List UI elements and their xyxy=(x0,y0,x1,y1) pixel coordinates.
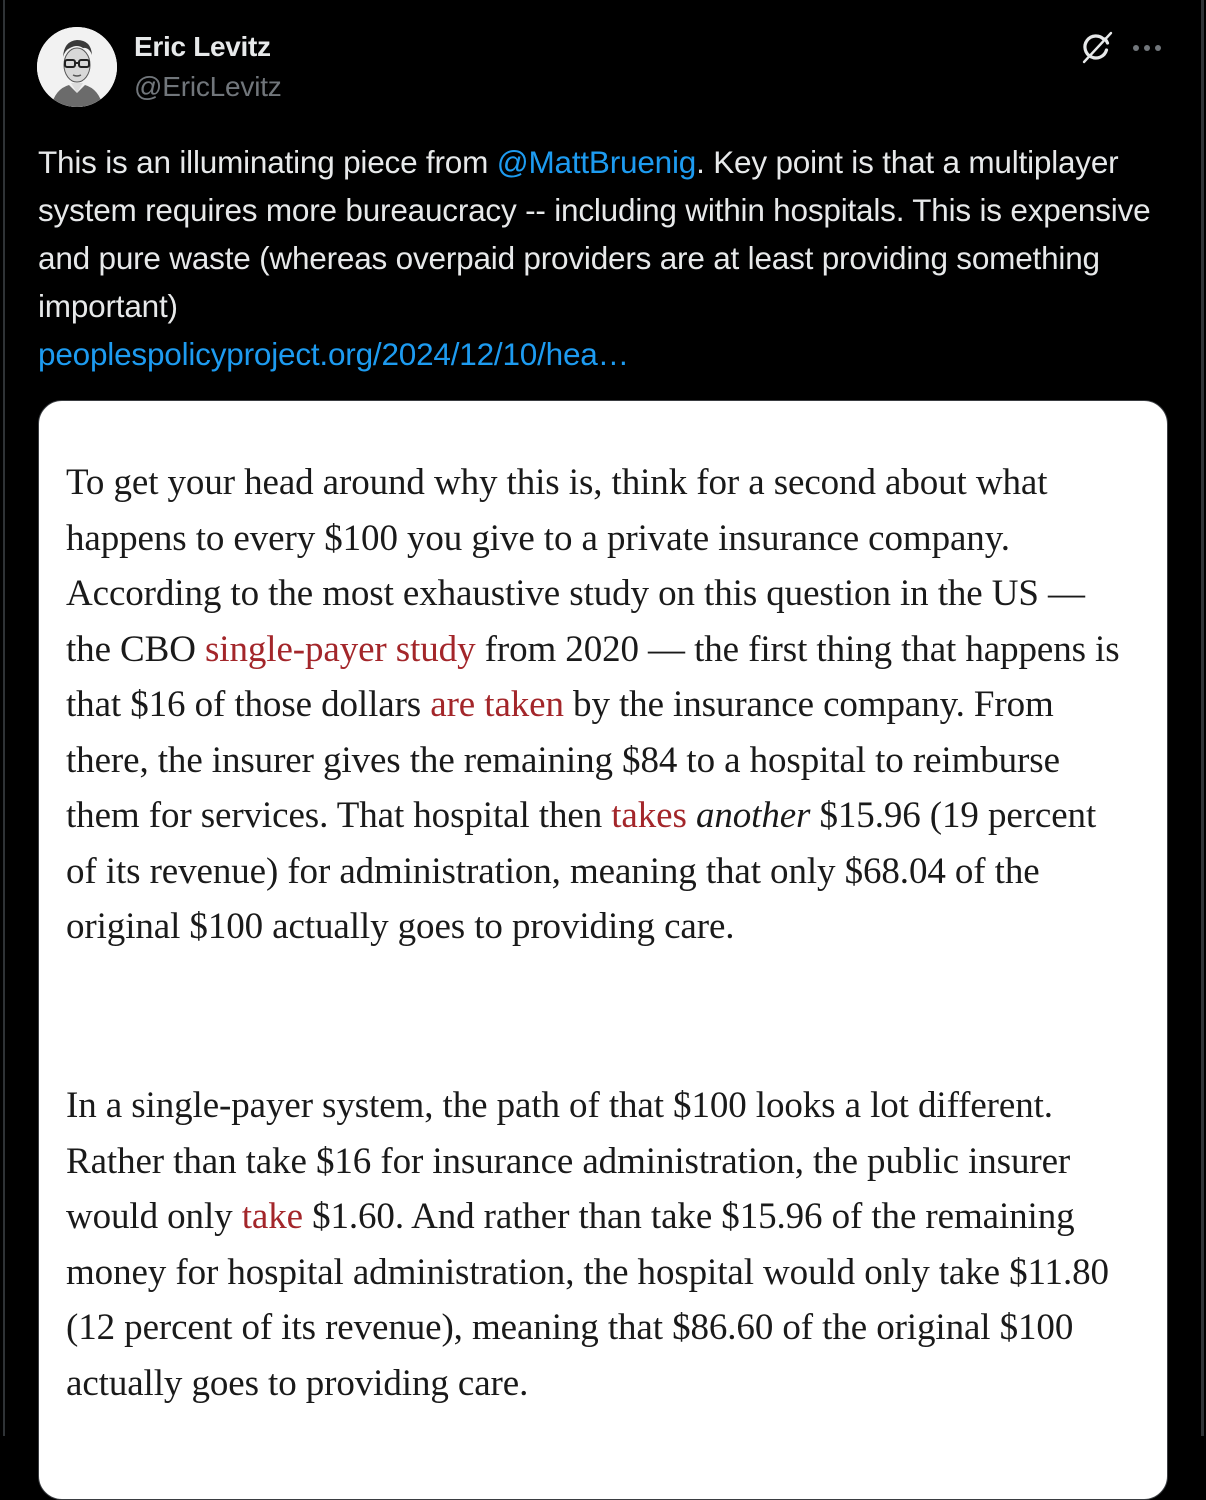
excerpt-text: from 2020 — the first thing that happens is that $16 of those dollars xyxy=(66,628,1120,725)
tweet-text-part1: This is an illuminating piece from xyxy=(38,144,497,180)
excerpt-text: $15.96 (19 percent of its revenue) for administration, meaning that only $68.04 of the original $100 actually goes to providing care. xyxy=(66,795,1097,947)
tweet-text-part2: . Key point is that a multiplayer system requires more bureaucracy -- including within hospitals. This is expensive and pure waste (whereas overpaid providers are at least providing something important) xyxy=(38,144,1151,324)
article-link[interactable]: peoplespolicyproject.org/2024/12/10/hea… xyxy=(38,336,629,372)
attached-image-card[interactable] xyxy=(38,400,1168,1500)
excerpt-link-are-taken: are taken xyxy=(430,684,564,725)
author-handle[interactable]: @EricLevitz xyxy=(134,71,282,102)
excerpt-text: In a single-payer system, the path of that $100 looks a lot different. Rather than take $16 for insurance administration, the public insurer would only xyxy=(66,1085,1071,1237)
avatar[interactable] xyxy=(37,27,117,107)
excerpt-text xyxy=(687,795,696,836)
avatar-portrait-icon xyxy=(37,27,117,107)
excerpt-text: by the insurance company. From there, the insurer gives the remaining $84 to a hospital to reimburse them for services. That hospital then xyxy=(66,684,1060,836)
excerpt-paragraph-1 xyxy=(66,455,1126,955)
grok-icon[interactable] xyxy=(1080,30,1114,64)
excerpt-link-take: take xyxy=(241,1196,303,1237)
column-border-left xyxy=(3,0,5,1436)
author-display-name[interactable]: Eric Levitz xyxy=(134,31,271,62)
excerpt-paragraph-2 xyxy=(66,1078,1126,1411)
column-border-right xyxy=(1201,0,1204,1436)
excerpt-link-single-payer-study: single-payer study xyxy=(204,628,476,670)
excerpt-italic-another: another xyxy=(695,795,811,836)
more-options-icon[interactable] xyxy=(1133,38,1167,58)
excerpt-link-takes: takes xyxy=(611,795,687,836)
excerpt-text: $1.60. And rather than take $15.96 of the remaining money for hospital administration, the hospital would only take $11.80 (12 percent of its revenue), meaning that $86.60 of the original $100 actually goes to providing care. xyxy=(66,1196,1109,1404)
tweet-text xyxy=(38,138,1178,378)
mention-link[interactable]: @MattBruenig xyxy=(496,144,697,180)
excerpt-text: To get your head around why this is, think for a second about what happens to every $100 you give to a private insurance company. According to the most exhaustive study on this question in the US — the CBO xyxy=(66,462,1085,670)
